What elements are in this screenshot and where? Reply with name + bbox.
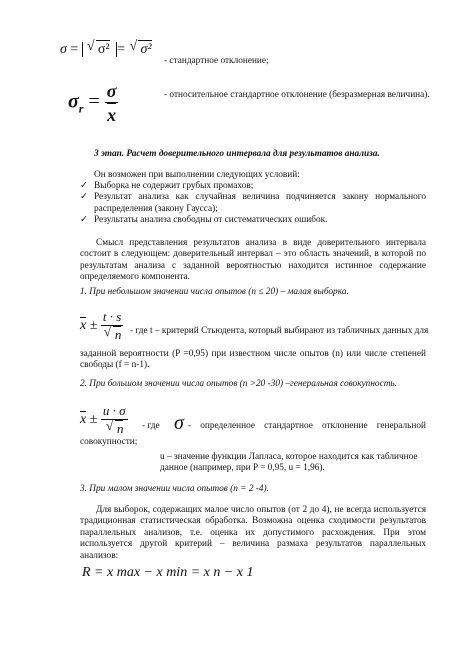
sigma-r-subscript: r [78,101,84,116]
general-std-dev-text: - определенное стандартное отклонение генеральной [188,421,426,431]
frac-num-sigma: σ [106,81,117,101]
general-std-dev-text-cont: совокупности; [80,437,138,447]
item-1-heading: 1. При небольшом значении числа опытов (n ≤ 20) – малая выборка. [80,287,349,297]
range-formula-text: R = x max − x min = x n − x 1 [82,565,254,580]
where-label: - где [142,421,160,431]
relative-std-dev-description: - относительное стандартное отклонение (безразмерная величина). [164,90,430,100]
condition-item: ✓ Результат анализа как случайная величина подчиняется закону нормального распределения (закону Гаусса); [80,192,426,214]
formula-small-sample: x ± t · s √ n [80,309,123,343]
check-icon: ✓ [80,181,88,191]
laplace-text: u – значение функции Лапласа, которое находится как табличное данное (например, при P = 0,95, u = 1,96). [160,452,418,474]
item-2-heading: 2. При большом значении числа опытов (n >20 -30) –генеральная совокупность. [80,379,397,389]
frac-num-ts: t · s [102,309,122,324]
conditions-list [80,181,426,227]
condition-item: ✓ Результаты анализа свободны от систематических ошибок. [80,215,328,226]
item-3-heading: 3. При малом значении числа опытов (n = 2 -4). [80,484,269,494]
formula-general-population: x ± u · σ √ n [80,403,128,437]
condition-item: ✓ Выборка не содержит грубых промахов; [80,181,254,191]
conditions-intro: Он возможен при выполнении следующих условий: [94,170,300,180]
sqrt-n: n [116,421,124,436]
check-icon: ✓ [80,215,88,226]
std-dev-description: - стандартное отклонение; [164,56,269,66]
meaning-paragraph: Смысл представления результатов анализа в виде доверительного интервала состоит в следующем: доверительный интервал – это область значений, в которой по результатам анализа с заданной вероятностью находится истинное содержание определяемого компонента. [80,238,426,283]
formula-std-dev: σ = √ σ² = √ σ² [60,40,152,59]
x-mean: x [80,412,87,428]
check-icon: ✓ [80,192,88,203]
student-criterion-text-cont: заданной вероятности (P =0,95) при известном числе опытов (n) или числе степеней свободы (f = n-1). [80,349,426,371]
frac-den-x: x [107,105,117,125]
formula-relative-std-dev: $\sigma_r$ = $\frac{\sigma}{x}$ [68,81,117,125]
sigma-sq: σ² [140,42,152,57]
small-sample-paragraph: Для выборок, содержащих малое число опытов (от 2 до 4), не всегда используется традиционная статистическая обработка. Возможна оценка сходимости результатов параллельных анализов, т.е. оценка их допустимого расхождения. При этом используется другой критерий – величина размаха результатов параллельных анализов: [80,505,426,561]
formula-range [82,564,254,582]
sqrt-n: n [114,327,122,342]
sigma-r-symbol: σ [68,90,79,113]
sigma-symbol-large: σ [174,412,184,434]
sigma-symbol: σ [60,42,67,57]
stage3-title: 3 этап. Расчет доверительного интервала для результатов анализа. [94,149,380,159]
student-criterion-text: - где t – критерий Стьюдента, который выбирают из табличных данных для [130,326,429,336]
x-mean: x [80,318,87,334]
frac-num-usigma: u · σ [102,403,126,418]
sigma-sq-abs: σ² [97,42,110,57]
